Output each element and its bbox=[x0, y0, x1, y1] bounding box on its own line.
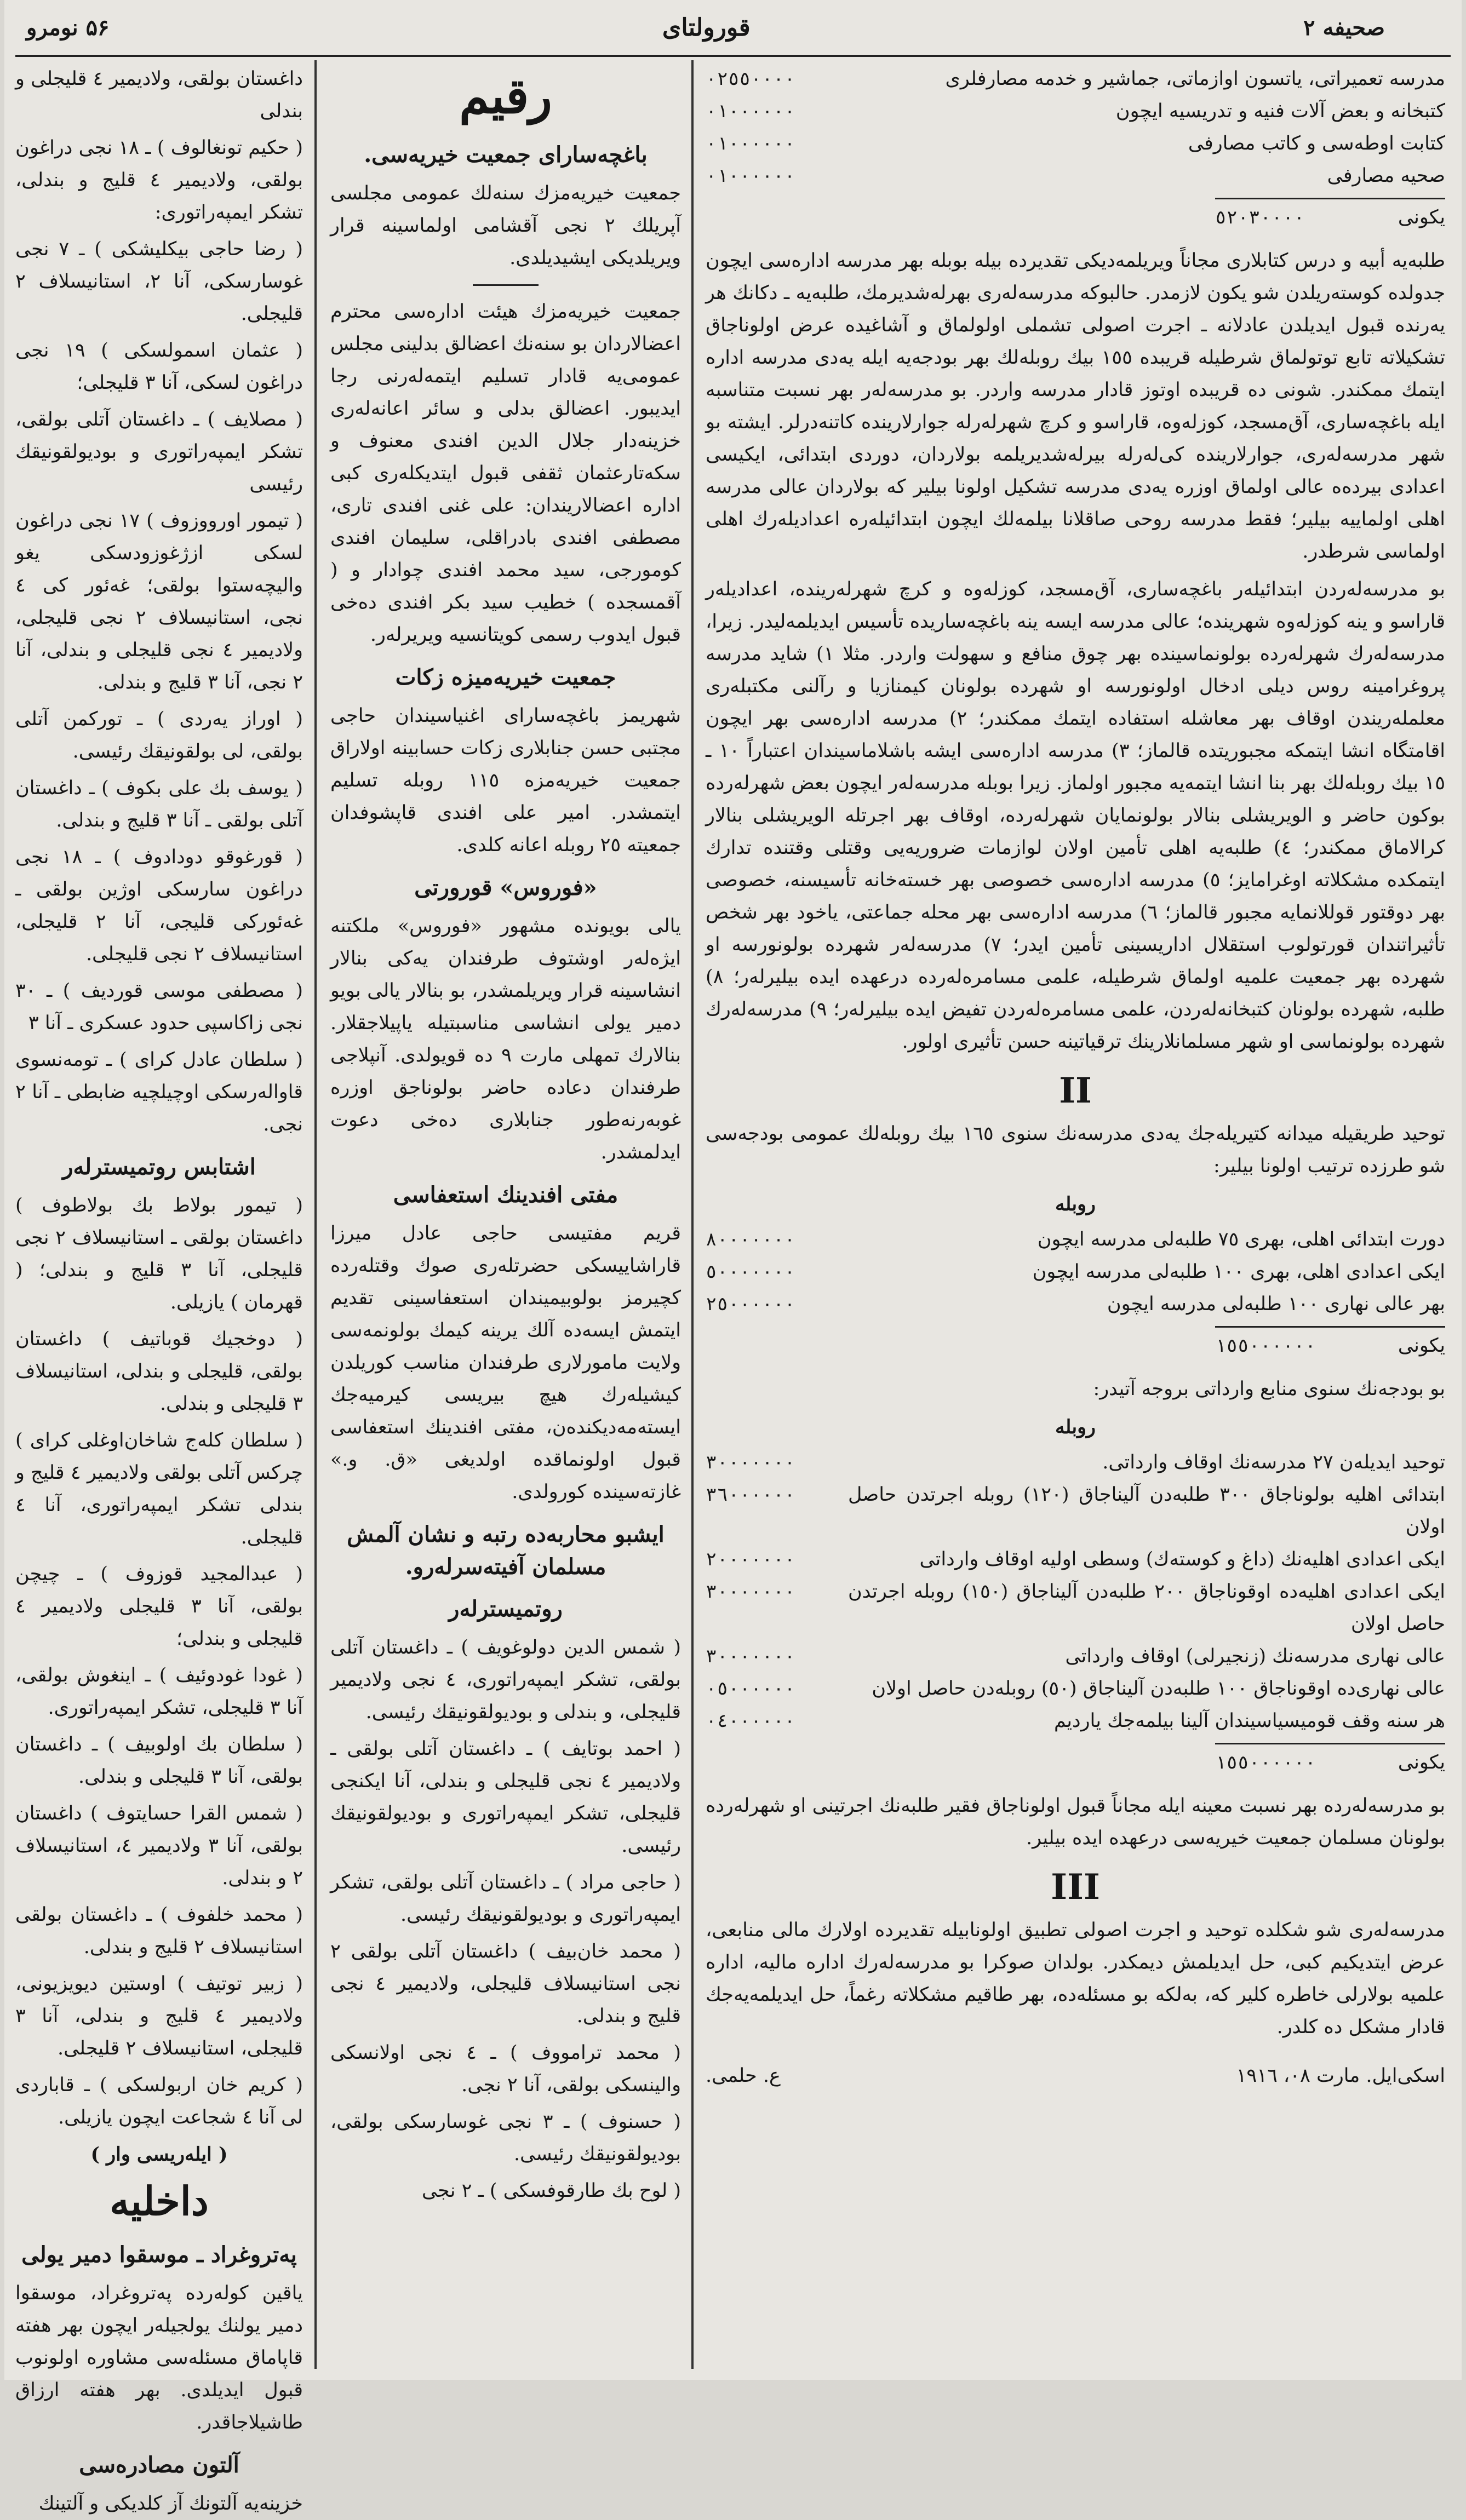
officer-entry: ( زبیر توتیف ) اوستین دیویزیونی، ولادیمیر ٤ قلیج و بندلی، آنا ٣ قلیجلی، استانیسلاف ٢ قلیجلی. bbox=[15, 1973, 303, 2059]
officer-entry: ( یوسف بك علی بکوف ) ـ داغستان آتلی بولقی ـ آنا ٣ قلیج و بندلی. bbox=[15, 777, 303, 831]
income-amount: ٣٠٠٠٠٠٠٠ bbox=[706, 1581, 795, 1603]
section-intro: توحید طریقیله میدانه کتیریله‌جك یه‌دی مدرسه‌نك سنوی ١٦٥ بیك روبله‌لك عمومی بودجه‌سی شو طرزده ترتیب اولونا بیلیر: bbox=[706, 1123, 1445, 1177]
officer-entry: ( حکیم تونغالوف ) ـ ١٨ نجی دراغون بولقی، ولادیمیر ٤ قلیج و بندلی، تشکر ایمپەراتوری: bbox=[15, 137, 303, 223]
officer-entry: ( شمس الدین دولوغویف ) ـ داغستان آتلی بولقی، تشکر ایمپەراتوری، ٤ نجی ولادیمیر قلیجلی، و بندلی و بودیولقونیقك رئیسی. bbox=[330, 1637, 681, 1723]
expense-desc: دورت ابتدائی اهلی، بهری ٧٥ طلبه‌لی مدرسه ایچون bbox=[1037, 1229, 1445, 1250]
income-amount: ٣٦٠٠٠٠٠٠ bbox=[706, 1484, 795, 1506]
income-desc: هر سنه وقف قومیسیاسیندان آلینا بیلمه‌جك یاردیم bbox=[1054, 1710, 1445, 1732]
officer-entry: ( لوح بك طارقوفسکی ) ـ ٢ نجی bbox=[421, 2180, 681, 2202]
news-body: جمعیت خیریه‌مزك هیئت ادارەسی محترم اعضالاردان بو سنه‌نك اعضالق بدلینی مجلس عمومی‌یه قادار تسلیم ایتمه‌لەرنی رجا ایدیبور. اعضالق بدلی و سائر اعانه‌لەری خزینه‌دار جلال الدین افندی معنوف و سکەتارعثمان ثقفی قبول ایتدیکلەری کبی ادارە اعضالاریندان: علی غنی افندی تاری، مصطفی افندی بادراقلی، سلیمان افندی کومورجی، سید محمد افندی چوادار و ( آقمسجده ) خطیب سید بکر افندی ده‌خی قبول ایدوب رسمی کویتانسیه ویریرلەر. bbox=[330, 301, 681, 646]
expense-amount: ٥٠٠٠٠٠٠٠ bbox=[706, 1261, 795, 1283]
income-desc: ابتدائی اهلیه بولوناجاق ٣٠٠ طلبەدن آلیناجاق (١٢٠) روبله اجرتدن حاصل اولان bbox=[848, 1484, 1445, 1538]
total-label: یکونی bbox=[1398, 206, 1445, 228]
page-label: صحیفه ۲ bbox=[1303, 14, 1385, 41]
unit-label: روبله bbox=[1055, 1193, 1096, 1215]
subsection-title: اشتابس روتمیسترلەر bbox=[62, 1154, 256, 1180]
news-body: خزینه‌یه آلتونك آز کلدیکی و آلتینك bbox=[38, 2493, 303, 2515]
income-amount: ٢٠٠٠٠٠٠٠ bbox=[706, 1548, 795, 1570]
income-desc: عالی نهاری مدرسه‌نك (زنجیرلی) اوقاف وارداتی bbox=[1065, 1645, 1445, 1667]
total-amount: ١٥٥٠٠٠٠٠٠ bbox=[1215, 1752, 1316, 1773]
total-amount: ٥٢٠٣٠٠٠٠ bbox=[1215, 206, 1305, 228]
newspaper-page bbox=[4, 0, 1462, 2515]
paper-name: قورولتای bbox=[662, 13, 751, 42]
place-date: اسکی‌ایل. مارت ٠٨، ١٩١٦ bbox=[1236, 2065, 1445, 2087]
section-numeral-3: III bbox=[1051, 1867, 1100, 1908]
officer-entry: ( رضا حاجی بیکلیشکی ) ـ ٧ نجی غوسارسکی، آنا ٢، استانیسلاف ٢ قلیجلی. bbox=[15, 238, 303, 325]
expense-row bbox=[706, 1288, 1445, 1321]
income-intro: بو بودجه‌نك سنوی منابع وارداتی بروجه آتیدر: bbox=[1093, 1378, 1445, 1400]
officer-entry: ( محمد ترامووف ) ـ ٤ نجی اولانسکی والینسکی بولقی، آنا ٢ نجی. bbox=[330, 2042, 681, 2096]
news-title: جمعیت خیریه‌میزه زکات bbox=[395, 664, 616, 690]
officer-entry: ( سلطان کله‌ج شاخان‌اوغلی کرای ) چرکس آتلی بولقی ولادیمیر ٤ قلیج و بندلی تشکر ایمپەراتوری، آنا ٤ قلیجلی. bbox=[15, 1430, 303, 1548]
budget-row bbox=[706, 95, 1445, 128]
officer-entry: ( حاجی مراد ) ـ داغستان آتلی بولقی، تشکر ایمپەراتوری و بودیولقونیقك رئیسی. bbox=[330, 1872, 681, 1926]
news-title: مفتی افندینك استعفاسی bbox=[393, 1182, 619, 1208]
budget-desc: مدرسه تعمیراتی، یاتسون اوازماتی، جماشیر و خدمه مصارفلری bbox=[945, 68, 1445, 90]
officer-entry: ( شمس القرا حسایتوف ) داغستان بولقی، آنا ٣ ولادیمیر ٤، استانیسلاف ٢ و بندلی. bbox=[15, 1803, 303, 1889]
officer-entry: ( تیمور بولاط بك بولاطوف ) داغستان بولقی ـ استانیسلاف ٢ نجی قلیجلی، آنا ٣ قلیج و بندلی؛ ( قهرمان ) یازیلی. bbox=[15, 1195, 303, 1313]
officer-entry: ( قورغوقو دودادوف ) ـ ١٨ نجی دراغون سارسکی اوژین بولقی ـ غه‌ئورکی قلیجی، آنا ٢ قلیجلی، استانیسلاف ٢ نجی قلیجلی. bbox=[15, 846, 303, 965]
interior-header: داخلیه bbox=[110, 2178, 209, 2224]
news-body: قریم مفتیسی حاجی عادل میرزا قاراشاییسکی حضرتلەری صوك وقتلەرده کچیرمز بولوبیمیندان استعفاسینی تقدیم ایتمش ایسه‌ده آلك یرینه کیمك بولونمه‌سی ولایت مامورلاری طرفندان مناسب کوریلدن کیشیلەرك هیچ بیریسی کیرمیه‌جك ایستەمه‌دیکنده‌ن، مفتی افندینك استعفاسی قبول اولونماقده اولدیغی «ق. و.» غازته‌سینده کورولدی. bbox=[330, 1222, 681, 1503]
expense-desc: بهر عالی نهاری ١٠٠ طلبه‌لی مدرسه ایچون bbox=[1107, 1293, 1445, 1315]
budget-row bbox=[706, 128, 1445, 160]
author-signature: ع. حلمی. bbox=[706, 2065, 781, 2087]
officer-entry: ( محمد خلفوف ) ـ داغستان بولقی استانیسلاف ٢ قلیج و بندلی. bbox=[15, 1904, 303, 1958]
news-title: باغچه‌سارای جمعیت خیریه‌سی. bbox=[364, 142, 648, 168]
column-divider-1 bbox=[691, 60, 694, 2369]
income-total bbox=[1215, 1743, 1445, 1779]
news-title: آلتون مصادرەسی bbox=[79, 2452, 239, 2478]
article-paragraph: طلبه‌یه أبیه و درس کتابلاری مجاناً ویریلمه‌دیکی تقدیرده بیله بوبله بهر مدرسه ادارەسی ایچون جدولده کوستەریلدن شو یکون لازمدر. حالبوکه مدرسه‌لەری بهرلەشدیرمك، طلبەیه ـ دکانك هر یه‌رنده قبول ایدیلدن عادلانه ـ اجرت اصولی تشملی اولولماق و آشاغیده عرض اولوناجاق تشکیلاته تابع توتولماق شرطیله قریبده ١٥٥ بیك روبله‌لك بهر بودجه‌یه ایله یه‌دی مدرسه اداره ایتمك ممکندر. شونی ده قریبده اوتوز قادار مدرسه واردر. بو مدرسه‌لەر بهر نسبت متناسبه ایله باغچه‌ساری، آق‌مسجد، کوزلەوه، قاراسو و کرچ شهرلەرله جوارلارینده کاتنەدرلر. ایشته بو شهر مدرسه‌لەری، جوارلارینده کی‌لەرله بیرلەشدیریلمه بولاردان، دوردی ابتدائی، ایکیسی اعدادی بیرده‌ه عالی اولماق اوزره یه‌دی مدرسه تشکیل اولونا بیلیر که بولاردان عالی مدرسه اهلی اولماییه بیلیر؛ فقط مدرسه روحی صاقلانا بیلمه‌لك ایچون ابتدائیلەره اعدادیلەرك اهلی اولماسی شرطدر. bbox=[706, 250, 1445, 562]
budget-row bbox=[706, 63, 1445, 95]
subsection-title: روتمیسترلەر bbox=[449, 1596, 563, 1622]
budget-desc: صحیه مصارفی bbox=[1327, 165, 1445, 187]
income-row bbox=[706, 1479, 1445, 1543]
officer-entry: ( دوخجیك قوباتیف ) داغستان بولقی، قلیجلی و بندلی، استانیسلاف ٣ قلیجلی و بندلی. bbox=[15, 1328, 303, 1415]
expense-table bbox=[706, 1224, 1445, 1362]
section-header: رقیم bbox=[459, 67, 552, 124]
news-body: یاقین کولەرده پەتروغراد، موسقوا دمیر یولنك یولجیلەر ایچون بهر هفته قاپاماق مسئله‌سی مشاوره اولونوب قبول ایدیلدی. بهر هفته ارزاق طاشیلاجاقدر. bbox=[15, 2282, 303, 2433]
budget-amount: ٠٢٥٥٠٠٠٠ bbox=[706, 68, 795, 90]
budget-table bbox=[706, 63, 1445, 234]
unit-label: روبله bbox=[1055, 1416, 1096, 1438]
budget-amount: ٠١٠٠٠٠٠٠ bbox=[706, 133, 795, 154]
total-amount: ١٥٥٠٠٠٠٠٠ bbox=[1215, 1335, 1316, 1357]
income-table bbox=[706, 1446, 1445, 1779]
income-row bbox=[706, 1576, 1445, 1640]
issue-number: ۵۶ نومرو bbox=[26, 14, 110, 41]
section-numeral-2: II bbox=[1059, 1070, 1092, 1111]
total-label: یکونی bbox=[1398, 1335, 1445, 1357]
column-divider-2 bbox=[314, 60, 317, 2369]
signature-line bbox=[706, 2060, 1445, 2092]
officer-entry: ( کریم خان اربولسکی ) ـ قاباردی لی آنا ٤ شجاعت ایچون یازیلی. bbox=[15, 2074, 303, 2128]
masthead-rule bbox=[15, 55, 1451, 57]
news-title: پەتروغراد ـ موسقوا دمیر یولی bbox=[21, 2242, 297, 2268]
left-column bbox=[15, 63, 303, 2515]
expense-amount: ٨٠٠٠٠٠٠٠ bbox=[706, 1229, 795, 1250]
total-label: یکونی bbox=[1398, 1752, 1445, 1773]
officer-entry: ( احمد بوتایف ) ـ داغستان آتلی بولقی ـ ولادیمیر ٤ نجی قلیجلی و بندلی، آنا ایکنجی قلیجلی، تشکر ایمپەراتوری و بودیولقونیقك رئیسی. bbox=[330, 1738, 681, 1857]
officer-entry: ( اوراز یه‌ردی ) ـ تورکمن آتلی بولقی، لی بولقونیقك رئیسی. bbox=[15, 708, 303, 762]
income-desc: ایکی اعدادی اهلیه‌ده اوقوناجاق ٢٠٠ طلبەدن آلیناجاق (١٥٠) روبله اجرتدن حاصل اولان bbox=[848, 1581, 1445, 1635]
income-row bbox=[706, 1446, 1445, 1479]
income-row bbox=[706, 1673, 1445, 1705]
news-title: ایشبو محاربه‌ده رتبه و نشان آلمش مسلمان آفیته‌سرلەرو. bbox=[347, 1522, 665, 1580]
news-body: جمعیت خیریه‌مزك سنه‌لك عمومی مجلسی آپریلك ٢ نجی آقشامی اولماسینه قرار ویریلدیکی ایشیدیلدی. bbox=[330, 182, 682, 269]
budget-row bbox=[706, 160, 1445, 192]
budget-total bbox=[1215, 198, 1445, 234]
news-body: شهریمز باغچه‌سارای اغنیاسیندان حاجی مجتبی حسن جنابلاری زکات حسابینه اولاراق جمعیت خیریه‌مزه ١١٥ روبله تسلیم ایتمشدر. امیر علی افندی قاپشوفدان جمعیته ٢٥ روبله اعانه کلدی. bbox=[330, 705, 681, 856]
budget-desc: کتابت اوطه‌سی و کاتب مصارفی bbox=[1188, 133, 1445, 154]
officer-entry: ( سلطان بك اولوبیف ) ـ داغستان بولقی، آنا ٣ قلیجلی و بندلی. bbox=[15, 1733, 303, 1788]
officer-entry: ( حسنوف ) ـ ٣ نجی غوسارسکی بولقی، بودیولقونیقك رئیسی. bbox=[330, 2111, 681, 2165]
expense-total bbox=[1215, 1326, 1445, 1362]
article-paragraph: مدرسه‌لەری شو شکلده توحید و اجرت اصولی تطبیق اولونابیله تقدیرده اولارك مالی منابعی، عرض ایتدیکیم کبی، حل ایدیلمش دیمکدر. بولدان صوکرا بو مدرسه‌لەرك اداره مالیه، اداره علمیه بولارلی خاطره کلیر که، بەلکه بو مسئله‌ده، بهر طاقیم مشکلاته رغماً، حل ایدیلمه‌یه‌جك قادار مشکل ده کلدر. bbox=[706, 1919, 1445, 2038]
budget-amount: ٠١٠٠٠٠٠٠ bbox=[706, 165, 795, 187]
news-body: یالی بویونده مشهور «فوروس» ملکتنه ایژه‌لەر اوشتوف طرفندان یه‌کی بنالار انشاسینه قرار ویریلمشدر، بو بنالار یالی بویو دمیر یولی انشاسی مناسبتیله یاپیلاجقلار. بنالارك تمهلی مارت ٩ ده قویولدی. آنپلاجی طرفندان دعاده حاضر بولوناجق اوزره غوبەرنه‌طور جنابلاری ده‌خی دعوت ایدلمشدر. bbox=[330, 915, 681, 1163]
income-amount: ٠٥٠٠٠٠٠٠ bbox=[706, 1678, 795, 1700]
right-column bbox=[706, 63, 1445, 2369]
masthead bbox=[4, 0, 1462, 55]
separator bbox=[473, 284, 539, 286]
officer-entry: ( عبدالمجید قوزوف ) ـ چیچن بولقی، آنا ٣ قلیجلی ولادیمیر ٤ قلیجلی و بندلی؛ bbox=[15, 1563, 303, 1650]
income-desc: عالی نهاری‌ده اوقوناجاق ١٠٠ طلبەدن آلیناجاق (٥٠) روبله‌دن حاصل اولان bbox=[872, 1678, 1445, 1700]
income-desc: توحید ایدیلەن ٢٧ مدرسه‌نك اوقاف وارداتی. bbox=[1102, 1451, 1445, 1473]
budget-desc: کتبخانه و بعض آلات فنیه و تدریسیه ایچون bbox=[1115, 100, 1445, 122]
income-row bbox=[706, 1640, 1445, 1673]
section-closing: بو مدرسه‌لەرده بهر نسبت معینه ایله مجاناً قبول اولوناجاق فقیر طلبه‌نك اجرتینی او شهرلەرده بولونان مسلمان جمعیت خیریه‌سی درعهده ایده بیلیر. bbox=[706, 1795, 1445, 1849]
article-paragraph: بو مدرسه‌لەردن ابتدائیلەر باغچه‌ساری، آق‌مسجد، کوزلەوه و کرچ شهرلەرینده، اعدادیلەر قاراسو و ینه کوزلەوه شهرینده؛ عالی مدرسه ایسه ینه باغچه‌ساریده تأسیس ایدیلمه‌لیدر. زیرا، مدرسه‌لەرك شهرلەرده بولونماسینده بهر چوق منافع و سهولت واردر. مثلا ١) شاید مدرسه پروغرامینه روس دیلی ادخال اولونورسه او شهرده بولونان کیمنازیا و رآلنی مکتبلەری معلملەریندن اوقاف بهر معاشله استفاده ایتمك ممکندر؛ ٢) مدرسه ادارەسی بهر ایچون اقامتگاه انشا ایتمکه مجبوریتده قالماز؛ ٣) مدرسه ادارەسی ایشه باشلاماسیندان اعتباراً ١٠ ـ ١٥ بیك روبله‌لك بهر بنا انشا ایتمه‌یه مجبور اولماز. زیرا بوبله مدرسه‌لەر ایچون بعض شهرلەرده بوکون حاضر و الویریشلی بنالار بولونمایان شهرلەرده، اوقاف بهر اجرتله الویریشلی بنالار کرالاماق ممکندر؛ ٤) طلبه‌یه اهلی تأمین اولان لوازمات ضروریه‌یی وقتلی وقتنده تدارك ایتمکده مشکلاته اوغرامایز؛ ٥) مدرسه ادارەسی خصوصی بهر خستەخانه تأسیسنه، خصوصی بهر دوقتور قوللانمایه مجبور قالماز؛ ٦) مدرسه ادارەسی بهر محله جماعتی، یاخود بهر شخص تأثیراتندان قورتولوب استقلال اداریسینی تأمین ایدر؛ ٧) مدرسه‌لەر شهرده بولونورسه او شهرده بهر جمعیت علمیه اولماق شرطیله، علمی مسامره‌لەرده درعهده ایده بیلیرلەر؛ ٨) طلبه، شهرده بولونان کتبخانه‌لەردن، علمی مسامره‌لەردن تفیض ایده بیلیرلەر؛ ٩) مدرسه‌لەرك شهرده بولونماسی او شهر مسلمانلارینك ترقیاتینه حسن تأثیری اولور. bbox=[706, 578, 1446, 1053]
officer-entry: ( محمد خان‌بیف ) داغستان آتلی بولقی ٢ نجی استانیسلاف قلیجلی، ولادیمیر ٤ نجی قلیج و بندلی. bbox=[330, 1941, 681, 2027]
expense-amount: ٢٥٠٠٠٠٠٠ bbox=[706, 1293, 795, 1315]
income-row bbox=[706, 1705, 1445, 1737]
budget-amount: ٠١٠٠٠٠٠٠ bbox=[706, 100, 795, 122]
officer-entry: ( تیمور اورووزوف ) ١٧ نجی دراغون لسکی ازژغوزودسکی یغو والیچه‌ستوا بولقی؛ غه‌ئور کی ٤ نجی، استانیسلاف ٢ نجی قلیجلی، ولادیمیر ٤ نجی قلیجلی و بندلی، آنا ٢ نجی، آنا ٣ قلیج و بندلی. bbox=[15, 510, 303, 693]
expense-row bbox=[706, 1256, 1445, 1288]
expense-desc: ایکی اعدادی اهلی، بهری ١٠٠ طلبه‌لی مدرسه ایچون bbox=[1032, 1261, 1445, 1283]
officer-entry: ( عثمان اسمولسکی ) ١٩ نجی دراغون لسکی، آنا ٣ قلیجلی؛ bbox=[15, 340, 303, 394]
officer-entry: ( مصطفی موسی قوردیف ) ـ ٣٠ نجی زاکاسپی حدود عسکری ـ آنا ٣ bbox=[15, 980, 303, 1034]
officer-entry: داغستان بولقی، ولادیمیر ٤ قلیجلی و بندلی bbox=[15, 68, 303, 122]
income-desc: ایکی اعدادی اهلیه‌نك (داغ و کوستەك) وسطی اولیه اوقاف وارداتی bbox=[919, 1548, 1445, 1570]
income-amount: ٠٤٠٠٠٠٠٠ bbox=[706, 1710, 795, 1732]
middle-column bbox=[330, 63, 681, 2369]
income-amount: ٣٠٠٠٠٠٠٠ bbox=[706, 1645, 795, 1667]
expense-row bbox=[706, 1224, 1445, 1256]
officer-entry: ( غودا غودوئیف ) ـ اینغوش بولقی، آنا ٣ قلیجلی، تشکر ایمپەراتوری. bbox=[15, 1664, 303, 1719]
continued-note: ( ایلەریسی وار ) bbox=[90, 2143, 228, 2166]
news-title: «فوروس» قورورتی bbox=[414, 875, 597, 900]
officer-entry: ( سلطان عادل کرای ) ـ تومەنسوی قاوالەرسکی اوچیلچیه ضابطی ـ آنا ٢ نجی. bbox=[15, 1049, 303, 1135]
income-amount: ٣٠٠٠٠٠٠٠ bbox=[706, 1451, 795, 1473]
officer-entry: ( مصلایف ) ـ داغستان آتلی بولقی، تشکر ایمپەراتوری و بودیولقونیقك رئیسی bbox=[15, 409, 303, 495]
income-row bbox=[706, 1543, 1445, 1576]
